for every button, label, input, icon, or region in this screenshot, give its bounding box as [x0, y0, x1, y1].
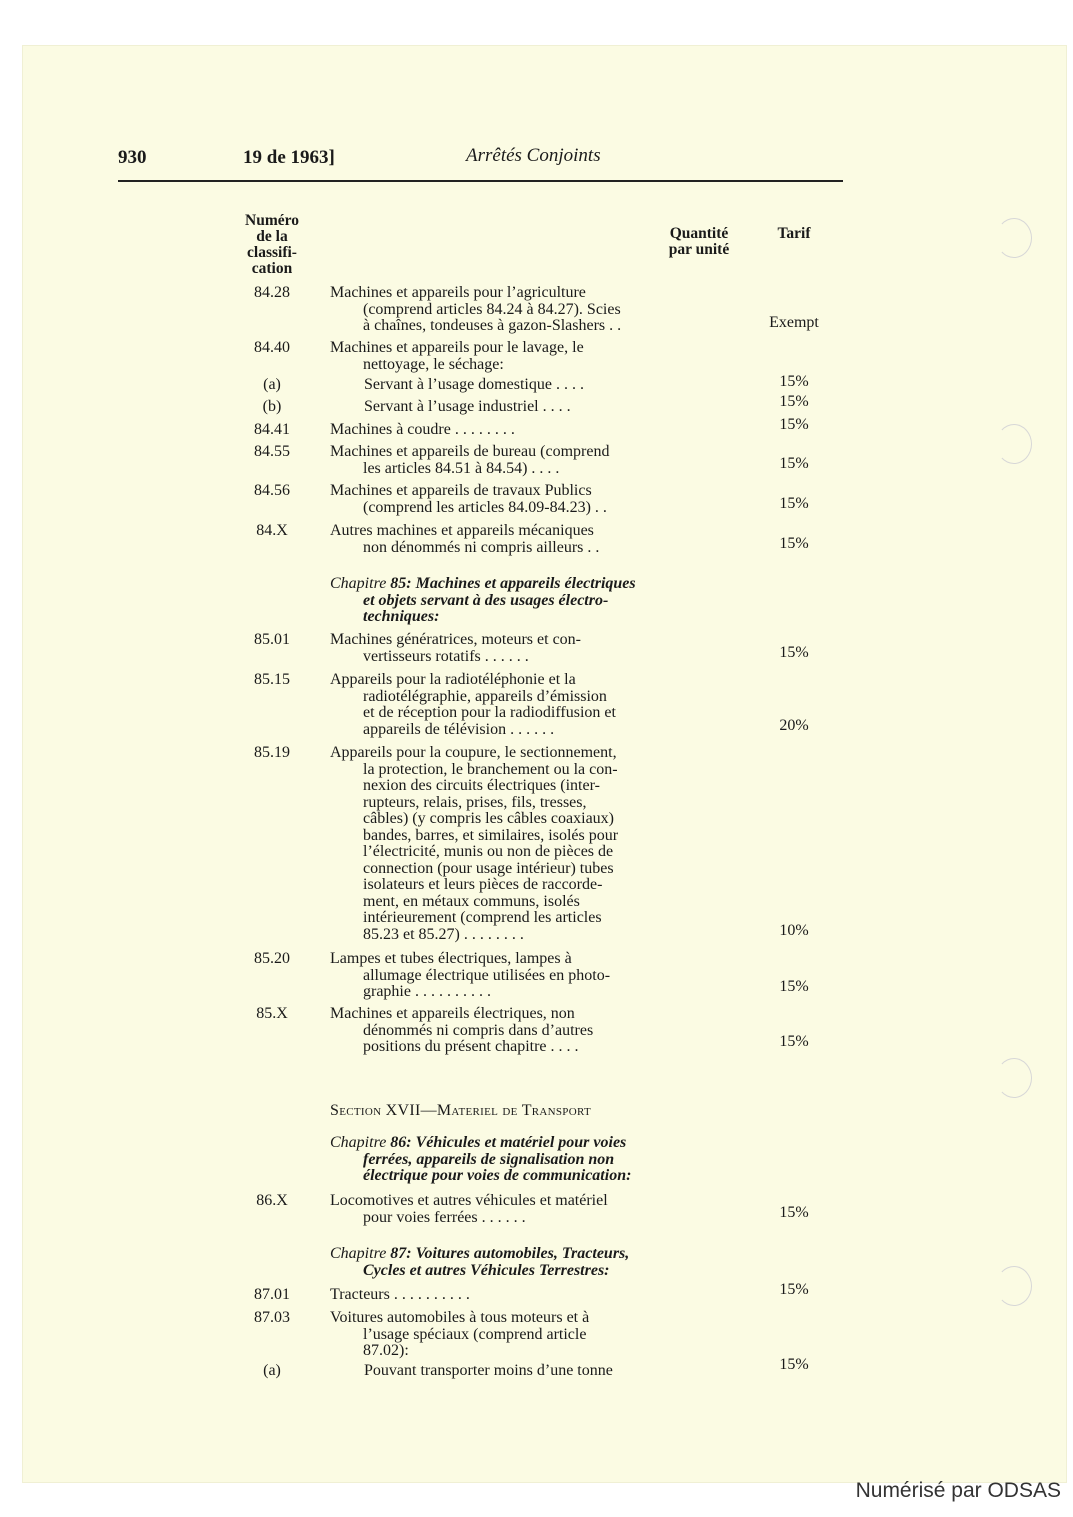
classification-number: 87.01 — [254, 1286, 290, 1303]
punch-hole — [996, 1058, 1032, 1098]
punch-hole — [996, 424, 1032, 464]
tariff-value: 15% — [779, 1281, 809, 1298]
column-header-numero: Numéro de la classifi- cation — [245, 212, 299, 277]
classification-number: 84.56 — [254, 482, 290, 499]
item-description: Machines et appareils de bureau (comprend les articles 84.51 à 84.54) . . . . — [330, 444, 610, 477]
tariff-value: 15% — [779, 1356, 809, 1373]
item-description: Appareils pour la coupure, le sectionnement, la protection, le branchement ou la con- nexion des circuits électriques (inter- rupteurs, relais, prises, fils, tresses, câbles) (y compris les câbles coaxiaux) bandes, barres, et similaires, isolés pour l’électricité, munis ou non de pièces de connection (pour usage intérieur) tubes isolateurs et leurs pièces de raccorde- ment, en métaux communs, isolés intérieurement (comprend les articles 85.23 et 85.27) . . . . . . . . — [330, 745, 619, 943]
classification-number: 84.X — [256, 522, 288, 539]
tariff-value: 15% — [779, 978, 809, 995]
item-description: Autres machines et appareils mécaniques non dénommés ni compris ailleurs . . — [330, 523, 600, 556]
tariff-value: 15% — [779, 495, 809, 512]
tariff-value: 15% — [779, 373, 809, 390]
item-description: Machines et appareils pour l’agriculture (comprend articles 84.24 à 84.27). Scies à chaînes, tondeuses à gazon-Slashers . . — [330, 285, 622, 334]
classification-number: 87.03 — [254, 1309, 290, 1326]
item-description: Appareils pour la radiotéléphonie et la radiotélégraphie, appareils d’émission et de réception pour la radiodiffusion et appareils de télévision . . . . . . — [330, 672, 616, 738]
section-heading: Section XVII—Materiel de Transport — [330, 1102, 591, 1119]
item-description: Servant à l’usage industriel . . . . — [364, 398, 571, 415]
classification-number: 84.55 — [254, 443, 290, 460]
item-description: Tracteurs . . . . . . . . . . — [330, 1286, 470, 1303]
classification-number: 85.20 — [254, 950, 290, 967]
punch-hole — [996, 218, 1032, 258]
header-date: 19 de 1963] — [243, 147, 335, 168]
tariff-value: 15% — [779, 1033, 809, 1050]
subitem-letter: (a) — [263, 1362, 281, 1379]
punch-hole — [996, 1266, 1032, 1306]
tariff-value: 20% — [779, 717, 809, 734]
tariff-value: 15% — [779, 535, 809, 552]
classification-number: 84.28 — [254, 284, 290, 301]
tariff-value: 15% — [779, 416, 809, 433]
classification-number: 86.X — [256, 1192, 288, 1209]
header-title: Arrêtés Conjoints — [466, 145, 601, 166]
item-description: Machines et appareils pour le lavage, le nettoyage, le séchage: — [330, 340, 584, 373]
classification-number: 84.40 — [254, 339, 290, 356]
item-description: Machines génératrices, moteurs et con- vertisseurs rotatifs . . . . . . — [330, 632, 582, 665]
classification-number: 85.01 — [254, 631, 290, 648]
tariff-value: 15% — [779, 455, 809, 472]
item-description: Voitures automobiles à tous moteurs et à l’usage spéciaux (comprend article 87.02): — [330, 1310, 590, 1359]
classification-number: 85.19 — [254, 744, 290, 761]
item-description: Servant à l’usage domestique . . . . — [364, 376, 584, 393]
tariff-value: 15% — [779, 393, 809, 410]
item-description: Machines et appareils électriques, non dénommés ni compris dans d’autres positions du présent chapitre . . . . — [330, 1006, 594, 1055]
column-header-tarif: Tarif — [777, 225, 811, 242]
tariff-value: 15% — [779, 644, 809, 661]
subitem-letter: (a) — [263, 376, 281, 393]
item-description: Machines et appareils de travaux Publics (comprend les articles 84.09-84.23) . . — [330, 483, 607, 516]
tariff-value: 10% — [779, 922, 809, 939]
item-description: Lampes et tubes électriques, lampes à allumage électrique utilisées en photo- graphie . . . . . . . . . . — [330, 951, 611, 1000]
item-description: Pouvant transporter moins d’une tonne — [364, 1362, 613, 1379]
classification-number: 84.41 — [254, 421, 290, 438]
page-number: 930 — [118, 147, 147, 168]
item-description: Machines à coudre . . . . . . . . — [330, 421, 515, 438]
header-rule — [118, 180, 843, 182]
tariff-value: 15% — [779, 1204, 809, 1221]
tariff-value: Exempt — [769, 314, 819, 331]
column-header-quantite: Quantité par unité — [668, 225, 730, 258]
digitization-credit: Numérisé par ODSAS — [855, 1479, 1061, 1502]
item-description: Locomotives et autres véhicules et matériel pour voies ferrées . . . . . . — [330, 1193, 608, 1226]
subitem-letter: (b) — [262, 398, 282, 415]
classification-number: 85.X — [256, 1005, 288, 1022]
classification-number: 85.15 — [254, 671, 290, 688]
